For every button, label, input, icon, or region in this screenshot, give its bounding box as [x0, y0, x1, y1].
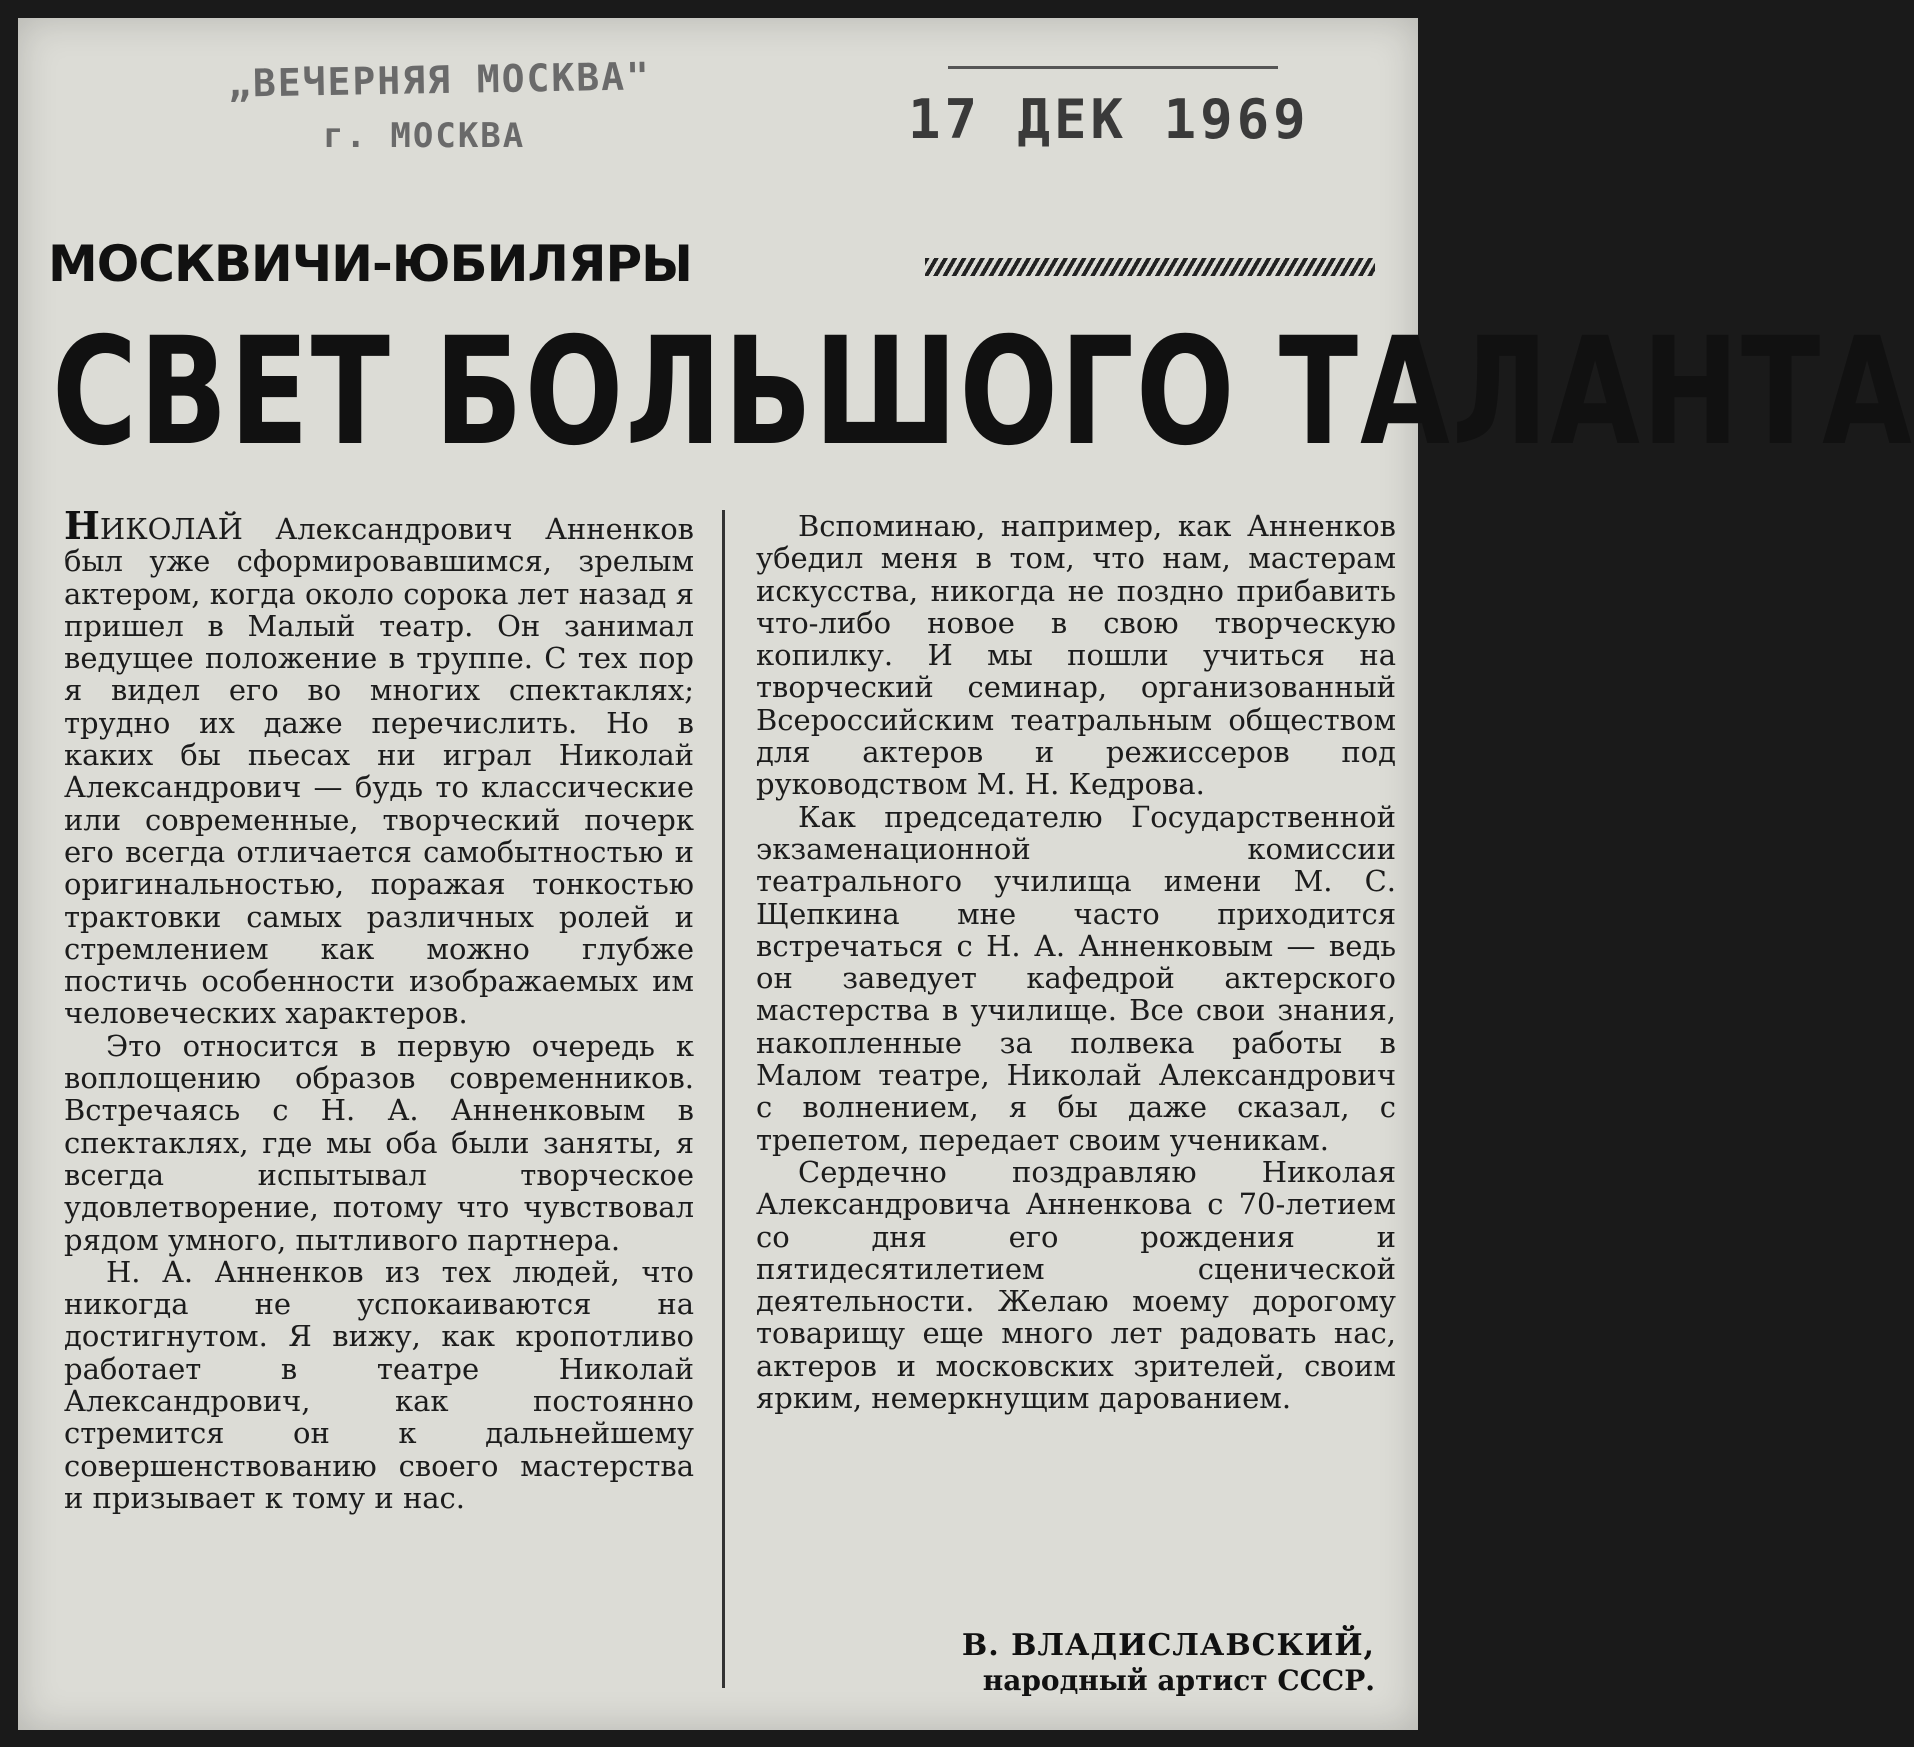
- author-signature: [905, 1628, 1375, 1698]
- date-stamp: 17 ДЕК 1969: [908, 88, 1310, 151]
- date-rule: [948, 66, 1278, 69]
- paragraph: Сердечно поздравляю Николая Александровича Анненкова с 70-летием со дня его рождения и пятидесятилетием сценической деятельности. Желаю моему дорогому товарищу еще много лет радовать нас, актеров и московских зрителей, своим ярким, немеркнущим дарованием.: [756, 1154, 1396, 1416]
- paragraph: Н. А. Анненков из тех людей, что никогда не успокаиваются на достигнутом. Я вижу, как кропотливо работает в театре Николай Александрович, как постоянно стремится он к дальнейшему совершенствованию своего мастерства и призывает к тому и нас.: [64, 1254, 694, 1515]
- article-right-column: [756, 510, 1396, 1414]
- newspaper-name-stamp: „ВЕЧЕРНЯЯ МОСКВА": [227, 54, 652, 106]
- city-stamp: г. МОСКВА: [323, 116, 526, 156]
- rubric-decorative-bar: [925, 258, 1375, 276]
- article-left-column: [64, 503, 694, 1515]
- column-divider: [722, 510, 725, 1688]
- paragraph: Это относится в первую очередь к воплощению образов современников. Встречаясь с Н. А. Анненковым в спектаклях, где мы оба были заняты, я всегда испытывал творческое удовлетворение, потому что чувствовал рядом умного, пытливого партнера.: [64, 1028, 694, 1257]
- paragraph: Вспоминаю, например, как Анненков убедил меня в том, что нам, мастерам искусства, никогда не поздно прибавить что-либо новое в свою творческую копилку. И мы пошли учиться на творческий семинар, организованный Всероссийским театральным обществом для актеров и режиссеров под руководством М. Н. Кедрова.: [756, 509, 1396, 802]
- paragraph: Как председателю Государственной экзаменационной комиссии театрального училища имени М. С. Щепкина мне часто приходится встречаться с Н. А. Анненковым — ведь он заведует кафедрой актерского мастерства в училище. Все свои знания, накопленные за полвека работы в Малом театре, Николай Александрович с волнением, я бы даже сказал, с трепетом, передает своим ученикам.: [756, 799, 1396, 1157]
- author-title: народный артист СССР.: [982, 1664, 1375, 1697]
- drop-cap: Н: [64, 503, 100, 548]
- author-name: В. ВЛАДИСЛАВСКИЙ,: [961, 1628, 1375, 1663]
- paragraph-text: ИКОЛАЙ Александрович Анненков был уже сформировавшимся, зрелым актером, когда около сорока лет назад я пришел в Малый театр. Он занимал ведущее положение в труппе. С тех пор я видел его во многих спектаклях; трудно их даже перечислить. Но в каких бы пьесах ни играл Николай Александрович — будь то классические или современные, творческий почерк его всегда отличается самобытностью и оригинальностью, поражая тонкостью трактовки самых различных ролей и стремлением как можно глубже постичь особенности изображаемых им человеческих характеров.: [64, 512, 694, 1031]
- paragraph: [64, 503, 694, 1031]
- article-headline: СВЕТ БОЛЬШОГО ТАЛАНТА: [52, 306, 1914, 479]
- rubric-heading: МОСКВИЧИ-ЮБИЛЯРЫ: [48, 235, 692, 293]
